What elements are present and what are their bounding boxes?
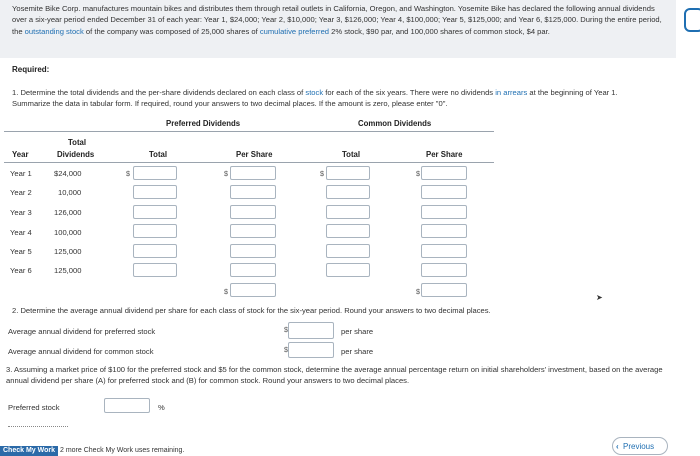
intro-text-b: of the company was composed of 25,000 shares of: [83, 26, 260, 36]
row-total-5: 125,000: [54, 247, 82, 256]
chevron-left-icon: ‹: [616, 442, 619, 451]
preferred-per-share-input-year-5[interactable]: [230, 244, 276, 258]
common-per-share-sum-input[interactable]: [421, 283, 467, 297]
intro-text-a: Yosemite Bike Corp. manufactures mountain bikes and distributes them through retail outlets in California, Oregon, and Washington. Yosemite Bike has declared the following annual dividends over a six-year period ended December 31 of each year: Year 1, $24,000; Year 2, $10,000; Year 3, $126,000; Year 4, $100,000; Year 5, $125,000; and Year 6, $125,000. During the entire period, the: [12, 4, 662, 36]
common-per-share-currency: $: [416, 169, 420, 178]
common-per-share-input-year-5[interactable]: [421, 244, 467, 258]
avg-common-input[interactable]: [288, 342, 334, 358]
row-year-5: Year 5: [10, 247, 32, 256]
avg-preferred-unit: per share: [341, 327, 374, 336]
side-panel-tab[interactable]: [684, 8, 700, 32]
row-year-1: Year 1: [10, 169, 32, 178]
common-total-currency: $: [320, 169, 324, 178]
preferred-per-share-input-year-6[interactable]: [230, 263, 276, 277]
check-my-work-remaining: 2 more Check My Work uses remaining.: [60, 447, 185, 454]
preferred-total-input-year-4[interactable]: [133, 224, 177, 238]
col-preferred-per-share: Per Share: [236, 150, 273, 159]
stock-link[interactable]: stock: [305, 88, 324, 97]
common-total-input-year-5[interactable]: [326, 244, 370, 258]
problem-intro: [0, 0, 676, 58]
preferred-dividends-header: Preferred Dividends: [166, 119, 241, 128]
column-divider: [4, 162, 494, 163]
common-total-input-year-1[interactable]: [326, 166, 370, 180]
required-heading: Required:: [12, 65, 50, 74]
avg-common-label: Average annual dividend for common stock: [8, 347, 154, 356]
question-2-text: 2. Determine the average annual dividend per share for each class of stock for the six-year period. Round your answers to two decimal places.: [12, 306, 491, 315]
common-dividends-header: Common Dividends: [358, 119, 432, 128]
row-total-2: 10,000: [58, 188, 82, 197]
col-common-per-share: Per Share: [426, 150, 463, 159]
preferred-per-share-input-year-3[interactable]: [230, 205, 276, 219]
cumulative-preferred-link[interactable]: cumulative preferred: [259, 26, 330, 36]
preferred-per-share-currency: $: [224, 169, 228, 178]
row-total-4: 100,000: [54, 228, 82, 237]
preferred-total-input-year-1[interactable]: [133, 166, 177, 180]
row-year-2: Year 2: [10, 188, 32, 197]
mouse-cursor-icon: ➤: [596, 293, 603, 302]
preferred-per-share-input-year-1[interactable]: [230, 166, 276, 180]
row-total-6: 125,000: [54, 266, 82, 275]
common-total-input-year-4[interactable]: [326, 224, 370, 238]
avg-preferred-label: Average annual dividend for preferred stock: [8, 327, 156, 336]
row-year-6: Year 6: [10, 266, 32, 275]
q1-text-c: at the beginning of Year 1. Summarize the data in tabular form. If required, round your answers to two decimal places. If the amount is zero, please enter "0".: [12, 88, 618, 108]
avg-common-unit: per share: [341, 347, 374, 356]
common-per-share-input-year-6[interactable]: [421, 263, 467, 277]
preferred-total-input-year-3[interactable]: [133, 205, 177, 219]
preferred-total-input-year-6[interactable]: [133, 263, 177, 277]
common-per-share-input-year-2[interactable]: [421, 185, 467, 199]
previous-button-label: Previous: [623, 442, 655, 451]
col-common-total: Total: [342, 150, 361, 159]
col-year: Year: [12, 150, 29, 159]
col-preferred-total: Total: [149, 150, 168, 159]
previous-button[interactable]: [612, 437, 668, 455]
q1-text-a: 1. Determine the total dividends and the per-share dividends declared on each class of: [12, 88, 306, 97]
preferred-per-share-input-year-2[interactable]: [230, 185, 276, 199]
q1-text-b: for each of the six years. There were no dividends: [323, 88, 496, 97]
row-total-3: 126,000: [54, 208, 82, 217]
return-preferred-label: Preferred stock: [8, 403, 60, 412]
header-divider: [4, 131, 494, 132]
common-per-share-total-currency: $: [416, 287, 420, 296]
common-total-input-year-3[interactable]: [326, 205, 370, 219]
check-my-work-button[interactable]: Check My Work: [0, 446, 58, 456]
preferred-per-share-sum-input[interactable]: [230, 283, 276, 297]
preferred-total-input-year-2[interactable]: [133, 185, 177, 199]
col-total-dividends-line2: Dividends: [57, 150, 95, 159]
common-total-input-year-6[interactable]: [326, 263, 370, 277]
avg-preferred-input[interactable]: [288, 322, 334, 339]
row-total-1: $24,000: [54, 169, 82, 178]
arrears-link[interactable]: in arrears: [495, 88, 528, 97]
preferred-total-input-year-5[interactable]: [133, 244, 177, 258]
row-year-4: Year 4: [10, 228, 32, 237]
preferred-per-share-input-year-4[interactable]: [230, 224, 276, 238]
avg-common-currency: $: [284, 345, 288, 354]
avg-preferred-currency: $: [284, 325, 288, 334]
col-total-dividends-line1: Total: [68, 138, 87, 147]
common-per-share-input-year-4[interactable]: [421, 224, 467, 238]
return-preferred-input[interactable]: [104, 398, 150, 413]
preferred-per-share-total-currency: $: [224, 287, 228, 296]
question-1-text: [12, 87, 652, 109]
return-preferred-percent: %: [158, 403, 165, 412]
intro-text-c: 2% stock, $90 par, and 100,000 shares of common stock, $4 par.: [329, 26, 550, 36]
common-per-share-input-year-1[interactable]: [421, 166, 467, 180]
partially-visible-row: [8, 420, 68, 427]
common-per-share-input-year-3[interactable]: [421, 205, 467, 219]
question-3-text: 3. Assuming a market price of $100 for the preferred stock and $5 for the common stock, determine the average annual percentage return on initial shareholders' investment, based on the average annual dividend per share (A) for preferred stock and (B) for common stock. Round your answers to two decimal places.: [6, 365, 663, 386]
row-year-3: Year 3: [10, 208, 32, 217]
preferred-total-currency: $: [126, 169, 130, 178]
common-total-input-year-2[interactable]: [326, 185, 370, 199]
outstanding-stock-link[interactable]: outstanding stock: [24, 26, 84, 36]
